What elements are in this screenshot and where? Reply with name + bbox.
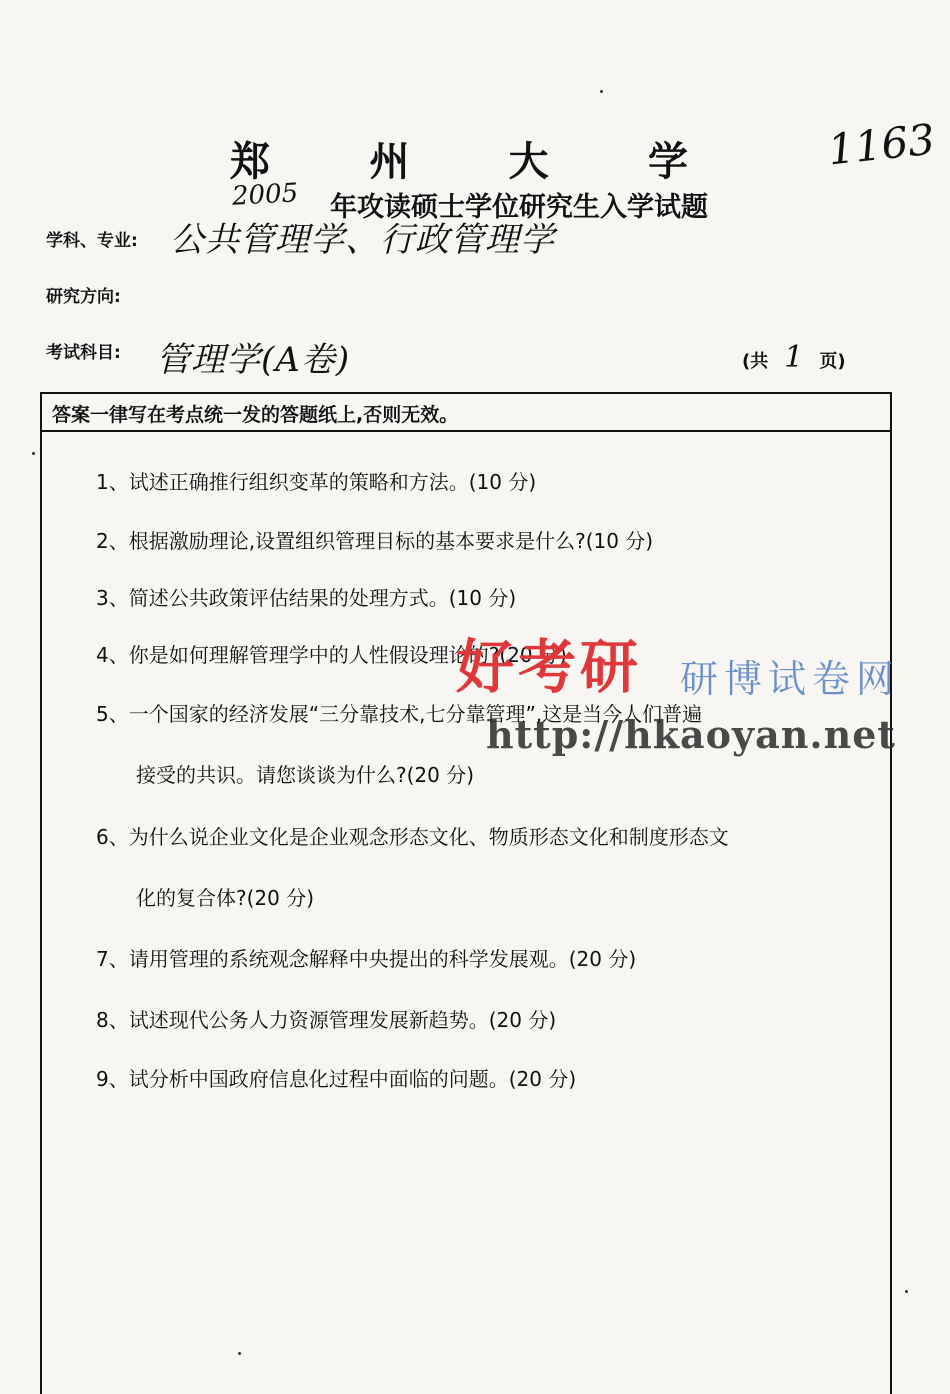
notice: 答案一律写在考点统一发的答题纸上,否则无效。 [42,394,890,432]
scan-speck [32,452,35,455]
subject-label: 学科、专业: [46,231,138,251]
university-char: 大 [508,138,551,185]
question-3: 3、简述公共政策评估结果的处理方式。(10 分) [96,586,517,610]
scan-speck [905,1290,908,1293]
university-char: 学 [647,138,690,185]
university-char: 州 [369,138,412,185]
question-5-line: 5、一个国家的经济发展“三分靠技术,七分靠管理”,这是当今人们普遍 [96,702,703,726]
page-count-value: 1 [784,340,804,375]
question-1: 1、试述正确推行组织变革的策略和方法。(10 分) [96,470,537,494]
question-7: 7、请用管理的系统观念解释中央提出的科学发展观。(20 分) [96,947,637,971]
watermark-brand: 好考研 [456,633,643,701]
course-label: 考试科目: [46,343,121,363]
scan-speck [600,90,603,93]
university-name [230,130,690,187]
handwritten-page-mark: 1163 [825,114,938,175]
question-6-line: 6、为什么说企业文化是企业观念形态文化、物质形态文化和制度形态文 [96,825,729,849]
scan-speck [238,1352,241,1355]
page-count [742,340,846,375]
direction-label: 研究方向: [46,287,121,307]
question-6 [96,825,856,910]
subject-value: 公共管理学、行政管理学 [170,220,555,260]
watermark-url: http://hkaoyan.net [486,712,896,757]
page-count-suffix: 页) [819,351,846,372]
page-count-prefix: (共 [742,351,769,372]
question-8: 8、试述现代公务人力资源管理发展新趋势。(20 分) [96,1008,557,1032]
question-9: 9、试分析中国政府信息化过程中面临的问题。(20 分) [96,1067,577,1091]
exam-title: 年攻读硕士学位研究生入学试题 [330,192,708,223]
course-value: 管理学(A卷) [156,340,351,380]
university-char: 郑 [230,138,272,185]
question-4: 4、你是如何理解管理学中的人性假设理论的?(20 分) [96,643,567,667]
watermark-subtitle: 研博试卷网 [680,657,901,701]
question-5-continuation: 接受的共识。请您谈谈为什么?(20 分) [136,763,475,787]
exam-year: 2005 [231,178,299,212]
question-list [96,462,856,1091]
question-2: 2、根据激励理论,设置组织管理目标的基本要求是什么?(10 分) [96,529,654,553]
question-6-continuation: 化的复合体?(20 分) [136,886,315,910]
